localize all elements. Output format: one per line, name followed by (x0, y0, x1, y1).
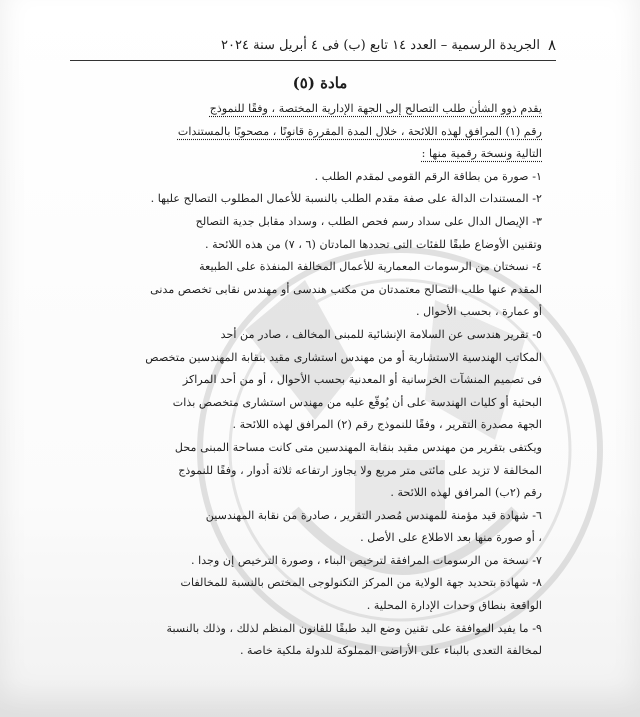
list-item-line: ، أو صورة منها بعد الاطلاع على الأصل . (360, 531, 542, 545)
page-number: ٨ (547, 36, 556, 54)
list-item-line: المخالفة لا تزيد على مائتى متر مربع ولا يجاوز ارتفاعه ثلاثة أدوار ، وفقًا للنموذج (178, 463, 542, 477)
list-item-line: ١- صورة من بطاقة الرقم القومى لمقدم الطلب . (314, 169, 542, 183)
list-item-line: ٤- نسختان من الرسومات المعمارية للأعمال المخالفة المنفذة على الطبيعة (199, 260, 542, 274)
list-item-line: ٦- شهادة قيد مؤمنة للمهندس مُصدر التقرير ، صادرة من نقابة المهندسين (205, 508, 542, 522)
intro-line: التالية ونسخة رقمية منها : (421, 147, 542, 161)
article-title: مادة (٥) (292, 74, 348, 92)
article-body (94, 98, 542, 663)
list-item-line: رقم (٢ب) المرافق لهذه اللائحة . (390, 486, 542, 500)
list-item-line: المقدم عنها طلب التصالح معتمدتان من مكتب هندسى أو مهندس نقابى تخصص مدنى (150, 282, 542, 296)
list-item-line: ٨- شهادة بتحديد جهة الولاية من المركز التكنولوجى المختص بالنسبة للمخالفات (180, 576, 542, 590)
list-item-line: ٩- ما يفيد الموافقة على تقنين وضع اليد طبقًا للقانون المنظم لذلك ، وذلك بالنسبة (166, 621, 542, 635)
list-item-line: فى تصميم المنشآت الخرسانية أو المعدنية بحسب الأحوال ، أو من أحد المراكز (182, 373, 542, 387)
list-item-line: ٧- نسخة من الرسومات المرافقة لترخيص البناء ، وصورة الترخيص إن وجدا . (190, 553, 542, 567)
list-item-line: الواقعة بنطاق وحدات الإدارة المحلية . (366, 599, 542, 613)
list-item-line: ويكتفى بتقرير من مهندس مقيد بنقابة المهندسين متى كانت مساحة المبنى محل (174, 440, 542, 454)
gazette-line: الجريدة الرسمية – العدد ١٤ تابع (ب) فى ٤ أبريل سنة ٢٠٢٤ (221, 38, 540, 53)
list-item-line: ٣- الإيصال الدال على سداد رسم فحص الطلب ، وسداد مقابل جدية التصالح (195, 214, 542, 228)
intro-line: رقم (١) المرافق لهذه اللائحة ، خلال المدة المقررة قانونًا ، مصحوبًا بالمستندات (177, 124, 542, 138)
list-item-line: لمخالفة التعدى بالبناء على الأراضى المملوكة للدولة ملكية خاصة . (239, 644, 542, 658)
header-rule (70, 60, 556, 61)
running-header (70, 38, 540, 53)
list-item-line: البحثية أو كليات الهندسة على أن يُوقّع عليه من مهندس استشارى متخصص بذات (172, 395, 542, 409)
intro-line: يقدم ذوو الشأن طلب التصالح إلى الجهة الإدارية المختصة ، وفقًا للنموذج (209, 102, 542, 115)
list-item-line: ٢- المستندات الدالة على صفة مقدم الطلب بالنسبة للأعمال المطلوب التصالح عليها . (150, 192, 542, 206)
list-item-line: الجهة مصدرة التقرير ، وفقًا للنموذج رقم (٢) المرافق لهذه اللائحة . (232, 418, 542, 432)
list-item-line: أو عمارة ، بحسب الأحوال . (416, 305, 542, 319)
list-item-line: المكاتب الهندسية الاستشارية أو من مهندس استشارى مقيد بنقابة المهندسين متخصص (145, 350, 542, 364)
list-item-line: ٥- تقرير هندسى عن السلامة الإنشائية للمبنى المخالف ، صادر من أحد (220, 327, 542, 341)
list-item-line: وتقنين الأوضاع طبقًا للفئات التى تحددها المادتان (٦ ، ٧) من هذه اللائحة . (204, 237, 542, 251)
